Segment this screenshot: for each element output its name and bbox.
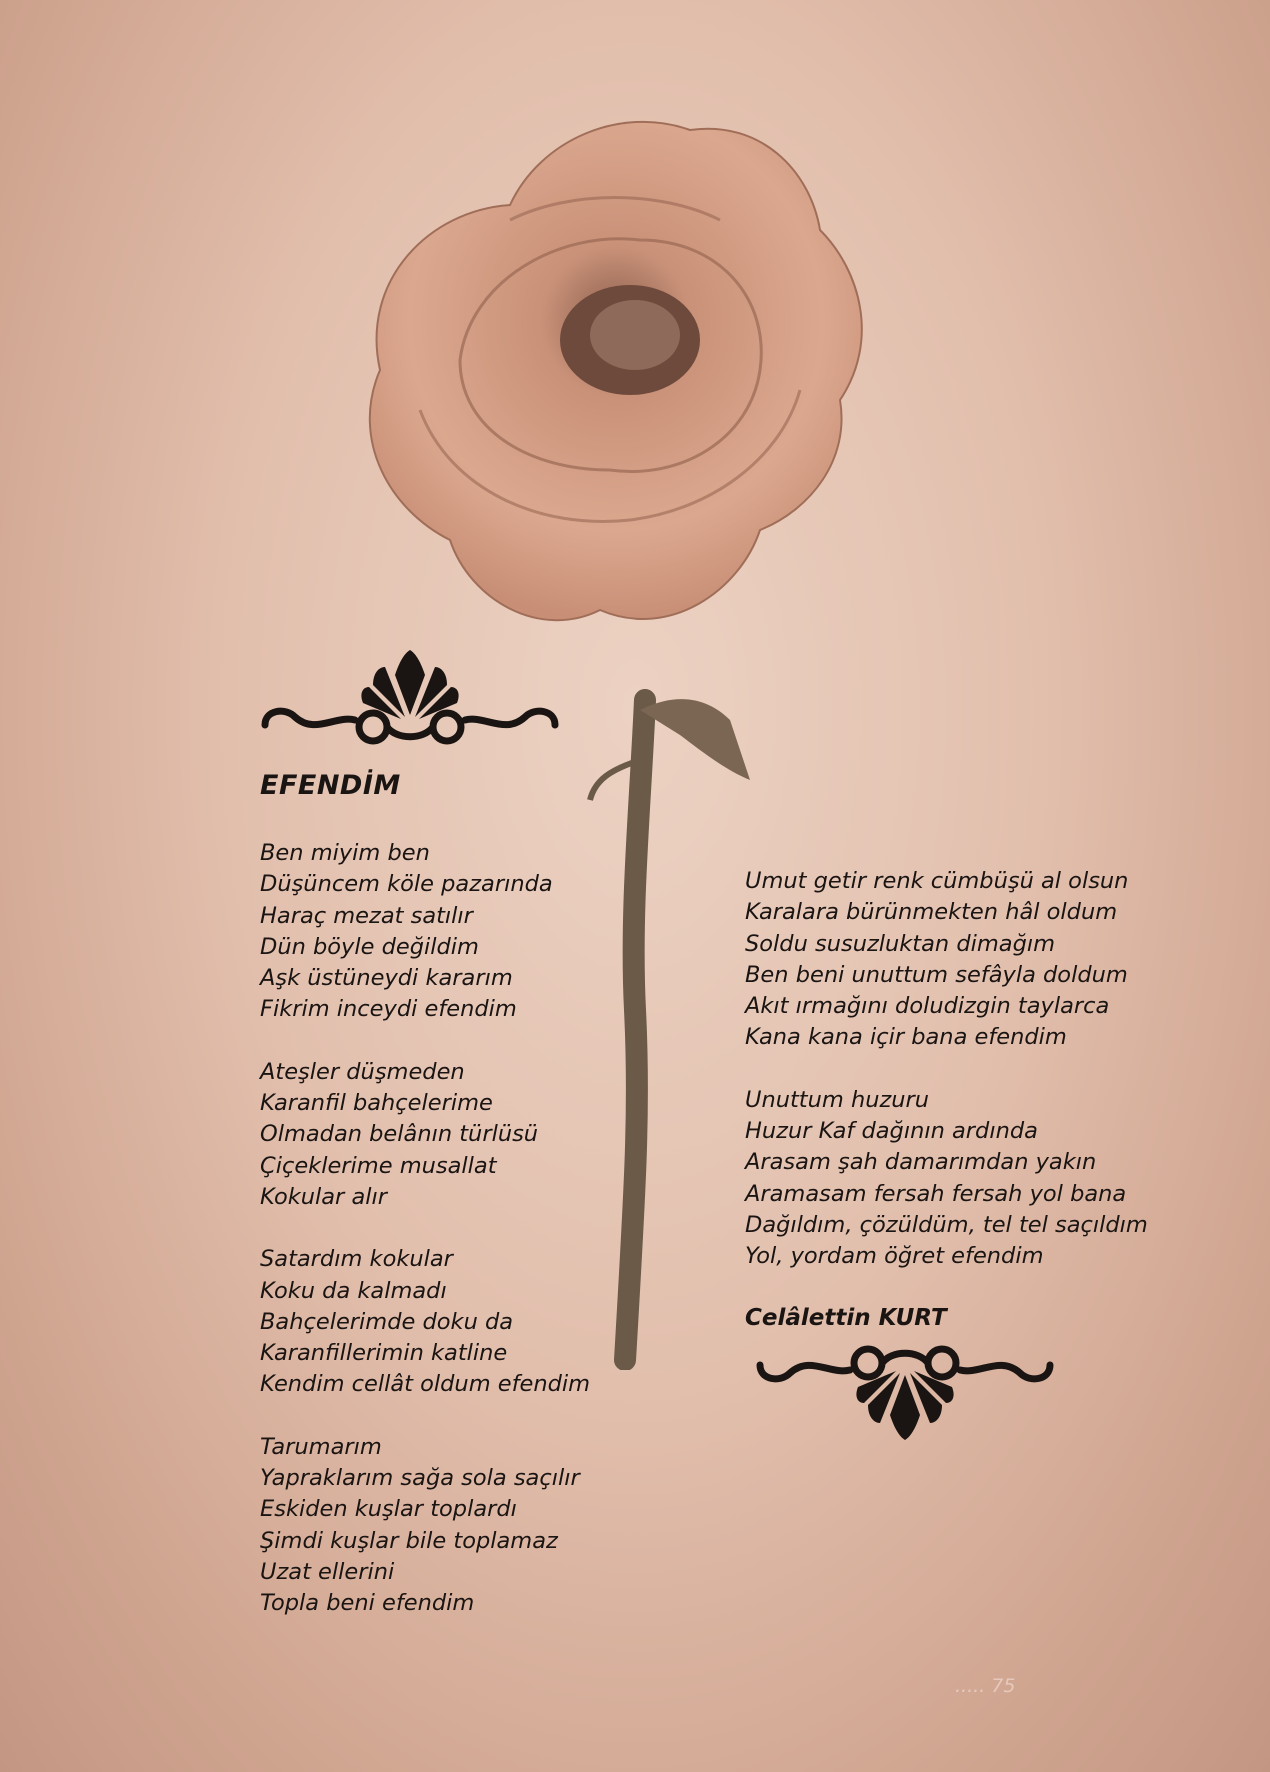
poem-line: Düşüncem köle pazarında xyxy=(260,871,553,898)
poem-line: Şimdi kuşlar bile toplamaz xyxy=(260,1527,558,1554)
poem-line: Koku da kalmadı xyxy=(260,1277,447,1304)
poem-line: Huzur Kaf dağının ardında xyxy=(745,1118,1038,1145)
poem-line: Kokular alır xyxy=(260,1183,387,1210)
poem-stanza xyxy=(260,1057,590,1213)
poem-line: Aşk üstüneydi kararım xyxy=(260,965,513,992)
poem-line: Eskiden kuşlar toplardı xyxy=(260,1496,517,1523)
poem-line: Akıt ırmağını doludizgin taylarca xyxy=(745,993,1110,1020)
poem-line: Dün böyle değildim xyxy=(260,933,479,960)
poem-line: Kana kana içir bana efendim xyxy=(745,1024,1067,1051)
poem-stanza xyxy=(745,1085,1148,1273)
poem-line: Ateşler düşmeden xyxy=(260,1058,465,1085)
poem-title: EFENDİM xyxy=(260,770,401,801)
poem-line: Yol, yordam öğret efendim xyxy=(745,1243,1044,1270)
poem-line: Unuttum huzuru xyxy=(745,1086,930,1113)
poem-stanza xyxy=(260,1244,590,1400)
poem-line: Kendim cellât oldum efendim xyxy=(260,1371,591,1398)
flourish-ornament-icon xyxy=(750,1335,1060,1445)
poem-line: Fikrim inceydi efendim xyxy=(260,996,517,1023)
poem-line: Topla beni efendim xyxy=(260,1590,475,1617)
poem-line: Yapraklarım sağa sola saçılır xyxy=(260,1465,580,1492)
poem-line: Olmadan belânın türlüsü xyxy=(260,1121,539,1148)
page-footer: ..... 75 xyxy=(955,1675,1016,1697)
poem-line: Umut getir renk cümbüşü al olsun xyxy=(745,868,1129,894)
poem-line: Bahçelerimde doku da xyxy=(260,1308,514,1335)
poem-line: Karanfil bahçelerime xyxy=(260,1090,493,1117)
poem-line: Arasam şah damarımdan yakın xyxy=(745,1149,1097,1176)
poem-line: Soldu susuzluktan dimağım xyxy=(745,930,1056,957)
poem-line: Uzat ellerini xyxy=(260,1558,395,1585)
poem-line: Karalara bürünmekten hâl oldum xyxy=(745,899,1118,926)
poem-line: Dağıldım, çözüldüm, tel tel saçıldım xyxy=(745,1211,1148,1238)
poem-line: Çiçeklerime musallat xyxy=(260,1152,497,1179)
poem-line: Satardım kokular xyxy=(260,1246,453,1273)
poem-right-column xyxy=(745,866,1148,1304)
poem-stanza xyxy=(260,838,590,1026)
poem-stanza xyxy=(260,1432,590,1620)
poem-left-column xyxy=(260,838,590,1651)
flourish-ornament-icon xyxy=(255,645,565,755)
poem-line: Haraç mezat satılır xyxy=(260,902,473,929)
poem-line: Ben miyim ben xyxy=(260,840,430,866)
poem-line: Karanfillerimin katline xyxy=(260,1340,508,1367)
poem-author: Celâlettin KURT xyxy=(745,1305,947,1331)
poem-line: Tarumarım xyxy=(260,1433,382,1460)
poem-stanza xyxy=(745,866,1148,1054)
poem-line: Ben beni unuttum sefâyla doldum xyxy=(745,961,1128,988)
poem-line: Aramasam fersah fersah yol bana xyxy=(745,1180,1127,1207)
